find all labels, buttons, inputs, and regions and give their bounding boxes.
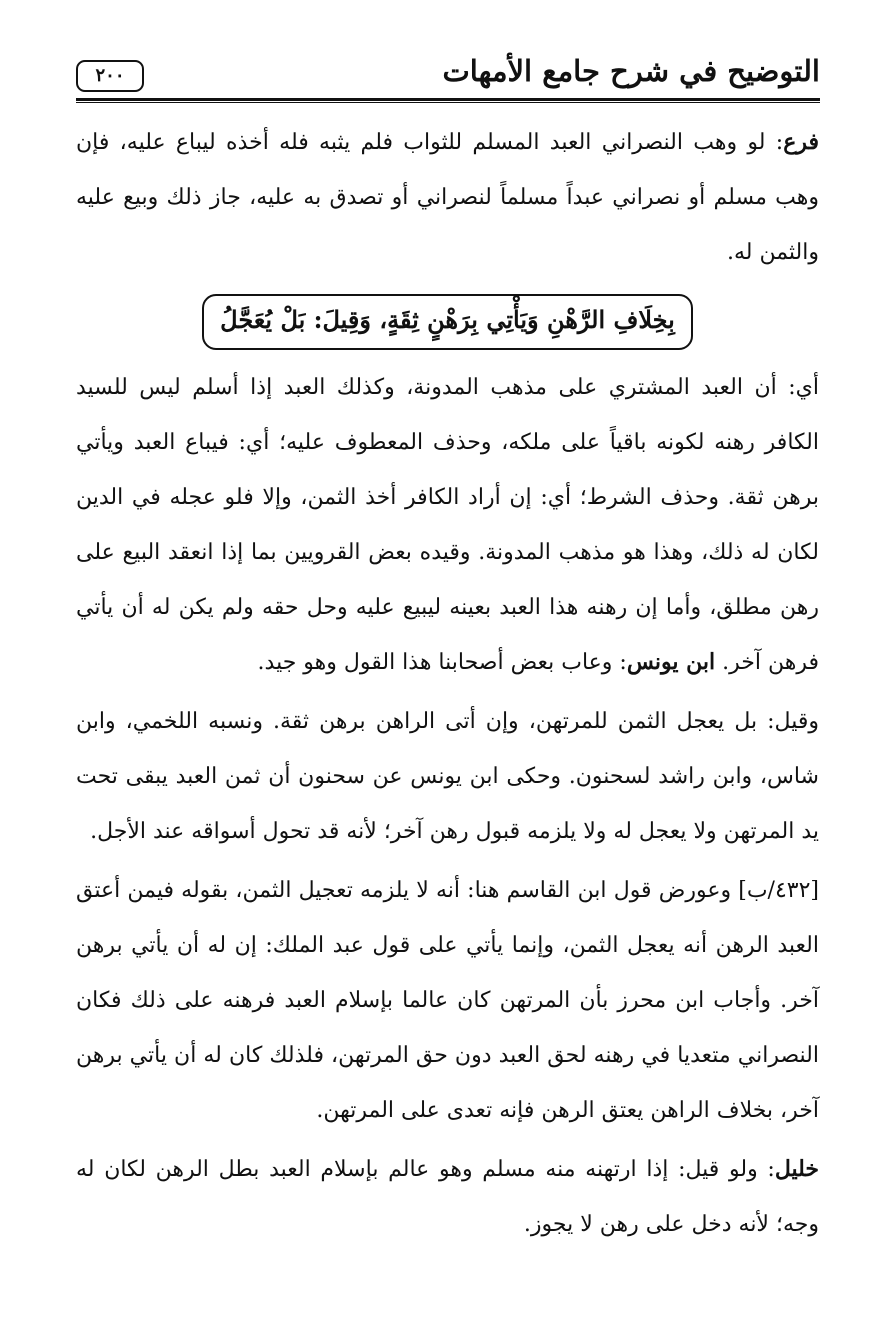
commentary-3-text: وعورض قول ابن القاسم هنا: أنه لا يلزمه تعجيل الثمن، بقوله فيمن أعتق العبد الرهن أنه يعجل الثمن، وإنما يأتي على قول عبد الملك: إن له أن يأتي برهن آخر. وأجاب ابن محرز بأن المرتهن كان عالما بإسلام العبد فرهنه على ذلك فكان النصراني متعديا في رهنه لحق العبد دون حق المرتهن، فلذلك كان له أن يأتي برهن آخر، بخلاف الراهن يعتق الرهن فإنه تعدى على المرتهن. [76, 878, 819, 1123]
page-number: ٢٠٠ [76, 60, 144, 92]
matn-container [76, 294, 819, 350]
header-rule-thin [76, 102, 820, 103]
far-text: : لو وهب النصراني العبد المسلم للثواب فلم يثبه فله أخذه ليباع عليه، فإن وهب مسلم أو نصراني عبداً مسلماً لنصراني أو تصدق به عليه، جاز ذلك وبيع عليه والثمن له. [76, 130, 819, 265]
running-title: التوضيح في شرح جامع الأمهات [442, 54, 820, 88]
paragraph-far [76, 115, 819, 280]
paragraph-commentary-3 [76, 863, 819, 1138]
matn-text-box: بِخِلَافِ الرَّهْنِ وَيَأْتِي بِرَهْنٍ ثِقَةٍ، وَقِيلَ: بَلْ يُعَجَّلُ [202, 294, 693, 350]
page-body [76, 115, 819, 1252]
paragraph-commentary-1 [76, 360, 819, 690]
ibn-yunus-label: ابن يونس [626, 649, 716, 675]
paragraph-commentary-2 [76, 694, 819, 859]
far-label: فرع [783, 129, 820, 155]
commentary-1-text: أي: أن العبد المشتري على مذهب المدونة، وكذلك العبد إذا أسلم ليس للسيد الكافر رهنه لكونه باقياً على ملكه، وحذف المعطوف عليه؛ أي: فيباع العبد ويأتي برهن ثقة. وحذف الشرط؛ أي: إن أراد الكافر أخذ الثمن، وإلا فلو عجله في الدين لكان له ذلك، وهذا هو مذهب المدونة. وقيده بعض القرويين بما إذا انعقد البيع على رهن مطلق، وأما إن رهنه هذا العبد بعينه ليبيع عليه وحل حقه ولم يكن له أن يأتي فرهن آخر. [76, 375, 819, 675]
commentary-1-tail: : وعاب بعض أصحابنا هذا القول وهو جيد. [257, 650, 627, 675]
folio-reference: [٤٣٢/ب] [738, 878, 819, 903]
commentary-2-text: وقيل: بل يعجل الثمن للمرتهن، وإن أتى الراهن برهن ثقة. ونسبه اللخمي، وابن شاس، وابن راشد لسحنون. وحكى ابن يونس عن سحنون أن ثمن العبد يبقى تحت يد المرتهن ولا يعجل له ولا يلزمه قبول رهن آخر؛ لأنه قد تحول أسواقه عند الأجل. [76, 709, 819, 844]
header-rule [76, 98, 820, 101]
page-header [76, 48, 820, 98]
paragraph-khalil [76, 1142, 819, 1252]
khalil-text: : ولو قيل: إذا ارتهنه منه مسلم وهو عالم بإسلام العبد بطل الرهن لكان له وجه؛ لأنه دخل على رهن لا يجوز. [76, 1157, 819, 1237]
khalil-label: خليل [774, 1156, 819, 1182]
